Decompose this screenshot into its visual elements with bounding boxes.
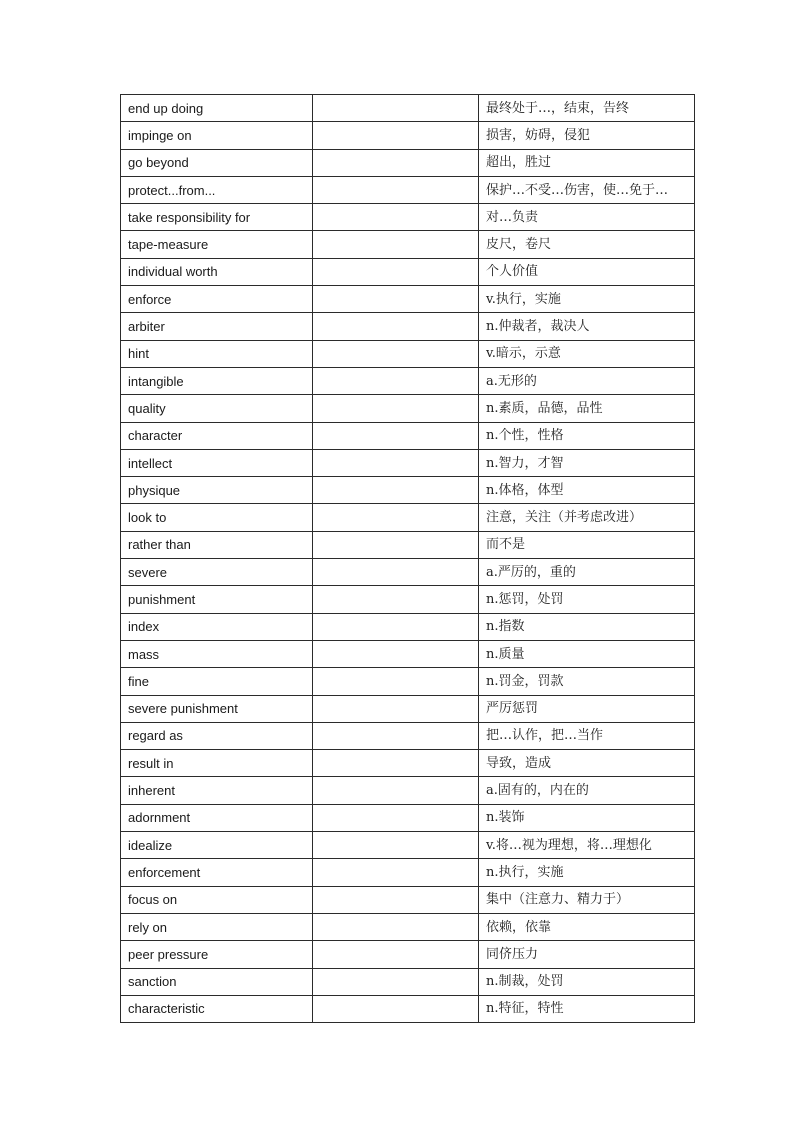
english-term: enforce: [121, 286, 313, 313]
chinese-meaning: v.暗示，示意: [479, 340, 695, 367]
table-row: [121, 668, 695, 695]
blank-cell: [313, 968, 479, 995]
chinese-meaning: 个人价值: [479, 258, 695, 285]
blank-cell: [313, 913, 479, 940]
english-term: go beyond: [121, 149, 313, 176]
chinese-meaning: 而不是: [479, 531, 695, 558]
chinese-meaning: n.罚金，罚款: [479, 668, 695, 695]
chinese-meaning: 皮尺，卷尺: [479, 231, 695, 258]
chinese-meaning: 损害，妨碍，侵犯: [479, 122, 695, 149]
blank-cell: [313, 504, 479, 531]
english-term: punishment: [121, 586, 313, 613]
blank-cell: [313, 995, 479, 1022]
table-row: [121, 913, 695, 940]
chinese-meaning: 集中（注意力、精力于）: [479, 886, 695, 913]
chinese-meaning: a.无形的: [479, 367, 695, 394]
table-row: [121, 613, 695, 640]
blank-cell: [313, 449, 479, 476]
english-term: characteristic: [121, 995, 313, 1022]
chinese-meaning: v.执行，实施: [479, 286, 695, 313]
english-term: physique: [121, 477, 313, 504]
blank-cell: [313, 613, 479, 640]
blank-cell: [313, 750, 479, 777]
blank-cell: [313, 832, 479, 859]
chinese-meaning: 严厉惩罚: [479, 695, 695, 722]
blank-cell: [313, 640, 479, 667]
blank-cell: [313, 477, 479, 504]
blank-cell: [313, 859, 479, 886]
english-term: character: [121, 422, 313, 449]
table-row: [121, 231, 695, 258]
table-row: [121, 995, 695, 1022]
chinese-meaning: a.严厉的，重的: [479, 559, 695, 586]
english-term: inherent: [121, 777, 313, 804]
chinese-meaning: 超出，胜过: [479, 149, 695, 176]
chinese-meaning: 依赖，依靠: [479, 913, 695, 940]
english-term: adornment: [121, 804, 313, 831]
table-row: [121, 531, 695, 558]
table-row: [121, 832, 695, 859]
english-term: hint: [121, 340, 313, 367]
table-row: [121, 95, 695, 122]
blank-cell: [313, 258, 479, 285]
chinese-meaning: n.执行，实施: [479, 859, 695, 886]
table-row: [121, 640, 695, 667]
english-term: impinge on: [121, 122, 313, 149]
chinese-meaning: 把…认作，把…当作: [479, 722, 695, 749]
blank-cell: [313, 722, 479, 749]
blank-cell: [313, 422, 479, 449]
table-row: [121, 477, 695, 504]
english-term: rely on: [121, 913, 313, 940]
blank-cell: [313, 695, 479, 722]
chinese-meaning: n.制裁，处罚: [479, 968, 695, 995]
blank-cell: [313, 313, 479, 340]
table-row: [121, 149, 695, 176]
chinese-meaning: 对…负责: [479, 204, 695, 231]
chinese-meaning: n.个性，性格: [479, 422, 695, 449]
blank-cell: [313, 367, 479, 394]
table-row: [121, 886, 695, 913]
chinese-meaning: 导致，造成: [479, 750, 695, 777]
blank-cell: [313, 231, 479, 258]
english-term: idealize: [121, 832, 313, 859]
english-term: enforcement: [121, 859, 313, 886]
blank-cell: [313, 586, 479, 613]
table-row: [121, 559, 695, 586]
table-row: [121, 750, 695, 777]
chinese-meaning: n.素质，品德，品性: [479, 395, 695, 422]
table-row: [121, 286, 695, 313]
chinese-meaning: n.质量: [479, 640, 695, 667]
chinese-meaning: a.固有的，内在的: [479, 777, 695, 804]
table-row: [121, 258, 695, 285]
blank-cell: [313, 149, 479, 176]
english-term: rather than: [121, 531, 313, 558]
english-term: protect...from...: [121, 176, 313, 203]
vocabulary-table: [120, 94, 695, 1023]
blank-cell: [313, 340, 479, 367]
english-term: arbiter: [121, 313, 313, 340]
table-row: [121, 777, 695, 804]
blank-cell: [313, 886, 479, 913]
chinese-meaning: n.指数: [479, 613, 695, 640]
table-row: [121, 859, 695, 886]
chinese-meaning: n.仲裁者，裁决人: [479, 313, 695, 340]
chinese-meaning: n.特征，特性: [479, 995, 695, 1022]
table-row: [121, 395, 695, 422]
blank-cell: [313, 559, 479, 586]
blank-cell: [313, 804, 479, 831]
table-row: [121, 340, 695, 367]
chinese-meaning: 最终处于…，结束，告终: [479, 95, 695, 122]
english-term: tape-measure: [121, 231, 313, 258]
blank-cell: [313, 95, 479, 122]
chinese-meaning: n.装饰: [479, 804, 695, 831]
english-term: individual worth: [121, 258, 313, 285]
english-term: index: [121, 613, 313, 640]
english-term: result in: [121, 750, 313, 777]
table-row: [121, 804, 695, 831]
vocabulary-table-body: [121, 95, 695, 1023]
english-term: fine: [121, 668, 313, 695]
english-term: intellect: [121, 449, 313, 476]
table-row: [121, 176, 695, 203]
table-row: [121, 449, 695, 476]
table-row: [121, 204, 695, 231]
table-row: [121, 586, 695, 613]
chinese-meaning: 保护…不受…伤害，使…免于…: [479, 176, 695, 203]
table-row: [121, 122, 695, 149]
english-term: intangible: [121, 367, 313, 394]
blank-cell: [313, 204, 479, 231]
table-row: [121, 313, 695, 340]
blank-cell: [313, 668, 479, 695]
chinese-meaning: n.体格，体型: [479, 477, 695, 504]
english-term: mass: [121, 640, 313, 667]
english-term: quality: [121, 395, 313, 422]
table-row: [121, 367, 695, 394]
blank-cell: [313, 777, 479, 804]
chinese-meaning: 同侪压力: [479, 941, 695, 968]
english-term: severe punishment: [121, 695, 313, 722]
english-term: look to: [121, 504, 313, 531]
blank-cell: [313, 286, 479, 313]
chinese-meaning: n.智力，才智: [479, 449, 695, 476]
blank-cell: [313, 122, 479, 149]
table-row: [121, 968, 695, 995]
blank-cell: [313, 176, 479, 203]
english-term: take responsibility for: [121, 204, 313, 231]
chinese-meaning: 注意，关注（并考虑改进）: [479, 504, 695, 531]
english-term: regard as: [121, 722, 313, 749]
blank-cell: [313, 395, 479, 422]
blank-cell: [313, 531, 479, 558]
table-row: [121, 695, 695, 722]
table-row: [121, 722, 695, 749]
chinese-meaning: v.将…视为理想，将…理想化: [479, 832, 695, 859]
chinese-meaning: n.惩罚，处罚: [479, 586, 695, 613]
table-row: [121, 504, 695, 531]
blank-cell: [313, 941, 479, 968]
english-term: severe: [121, 559, 313, 586]
english-term: end up doing: [121, 95, 313, 122]
table-row: [121, 422, 695, 449]
english-term: peer pressure: [121, 941, 313, 968]
english-term: focus on: [121, 886, 313, 913]
table-row: [121, 941, 695, 968]
english-term: sanction: [121, 968, 313, 995]
